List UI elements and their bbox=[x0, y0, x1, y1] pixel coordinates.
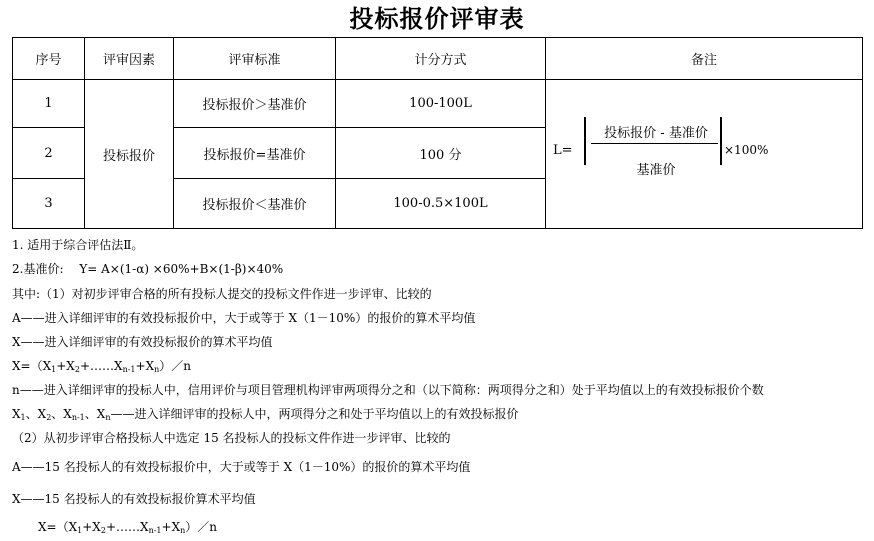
subscript: n-1 bbox=[148, 526, 162, 535]
page-title: 投标报价评审表 bbox=[349, 4, 525, 33]
x-formula-part: X=（X bbox=[12, 359, 52, 373]
x-formula-part: +X bbox=[82, 520, 101, 534]
row-standard: 投标报价=基准价 bbox=[174, 128, 336, 179]
row-seq: 2 bbox=[13, 128, 85, 179]
fraction-line bbox=[591, 143, 718, 144]
subscript: n bbox=[154, 365, 160, 374]
xs-part: 、X bbox=[25, 407, 47, 421]
note-case-2: （2）从初步评审合格投标人中选定 15 名投标人的投标文件作进一步评审、比较的 bbox=[12, 431, 451, 445]
note-base-price bbox=[12, 260, 283, 277]
note-x15-definition: X——15 名投标人的有效投标报价算术平均值 bbox=[12, 492, 256, 506]
header-factor: 评审因素 bbox=[85, 38, 174, 80]
x-formula-part: +X bbox=[135, 359, 155, 373]
subscript: n bbox=[180, 526, 186, 535]
subscript: n bbox=[105, 413, 111, 422]
header-note: 备注 bbox=[546, 38, 863, 80]
x-formula-part: X=（X bbox=[38, 520, 78, 534]
row-standard: 投标报价＞基准价 bbox=[174, 80, 336, 128]
base-price-label: 2.基准价: bbox=[12, 262, 64, 276]
x-formula-part: ）／n bbox=[185, 520, 218, 534]
subscript: n-1 bbox=[122, 365, 136, 374]
row-scoring: 100 分 bbox=[336, 128, 546, 179]
note-xs-definition bbox=[12, 405, 519, 422]
row-seq: 3 bbox=[13, 179, 85, 229]
note-a-definition: A——进入详细评审的有效投标报价中，大于或等于 X（1－10%）的报价的算术平均值 bbox=[12, 311, 476, 325]
xs-part: ——进入详细评审的投标人中，两项得分之和处于平均值以上的有效投标报价 bbox=[110, 407, 519, 421]
note-case-1: 其中:（1）对初步评审合格的所有投标人提交的投标文件作进一步评审、比较的 bbox=[12, 287, 432, 301]
note-formula-cell bbox=[546, 80, 863, 229]
row-scoring: 100-100L bbox=[336, 80, 546, 128]
table-header-row bbox=[13, 38, 863, 80]
scoring-table bbox=[12, 37, 863, 229]
subscript: 2 bbox=[100, 526, 106, 535]
formula-denominator: 基准价 bbox=[636, 163, 676, 178]
xs-part: 、X bbox=[51, 407, 72, 421]
price-deviation-formula bbox=[546, 80, 862, 228]
xs-part: X bbox=[12, 407, 21, 421]
formula-numerator: 投标报价 - 基准价 bbox=[604, 126, 708, 141]
formula-suffix: ×100% bbox=[724, 143, 769, 157]
row-seq: 1 bbox=[13, 80, 85, 128]
subscript: 2 bbox=[74, 365, 80, 374]
base-price-formula: Y= A×(1-α) ×60%+B×(1-β)×40% bbox=[79, 262, 284, 276]
subscript: n-1 bbox=[71, 413, 85, 422]
header-standard: 评审标准 bbox=[174, 38, 336, 80]
note-x15-formula bbox=[38, 518, 217, 535]
table-row bbox=[13, 80, 863, 128]
abs-bar-left bbox=[584, 117, 586, 165]
note-applicable: 1. 适用于综合评估法Ⅱ。 bbox=[12, 238, 144, 252]
note-a15-definition: A——15 名投标人的有效投标报价中，大于或等于 X（1－10%）的报价的算术平均值 bbox=[12, 460, 471, 474]
note-n-definition: n——进入详细评审的投标人中，信用评价与项目管理机构评审两项得分之和（以下简称：两项得分之和）处于平均值以上的有效投标报价个数 bbox=[12, 383, 764, 397]
abs-bar-right bbox=[720, 117, 722, 165]
note-x-formula bbox=[12, 357, 191, 374]
note-x-definition: X——进入详细评审的有效投标报价的算术平均值 bbox=[12, 335, 273, 349]
subscript: 2 bbox=[46, 413, 52, 422]
subscript: 1 bbox=[20, 413, 26, 422]
x-formula-part: ）／n bbox=[159, 359, 192, 373]
formula-lhs: L= bbox=[553, 143, 573, 158]
row-scoring: 100-0.5×100L bbox=[336, 179, 546, 229]
x-formula-part: +……X bbox=[79, 359, 123, 373]
x-formula-part: +……X bbox=[105, 520, 149, 534]
xs-part: 、X bbox=[84, 407, 106, 421]
subscript: 1 bbox=[51, 365, 57, 374]
header-scoring: 计分方式 bbox=[336, 38, 546, 80]
x-formula-part: +X bbox=[56, 359, 75, 373]
subscript: 1 bbox=[77, 526, 83, 535]
row-standard: 投标报价＜基准价 bbox=[174, 179, 336, 229]
factor-cell: 投标报价 bbox=[85, 80, 174, 229]
x-formula-part: +X bbox=[161, 520, 181, 534]
header-seq: 序号 bbox=[13, 38, 85, 80]
